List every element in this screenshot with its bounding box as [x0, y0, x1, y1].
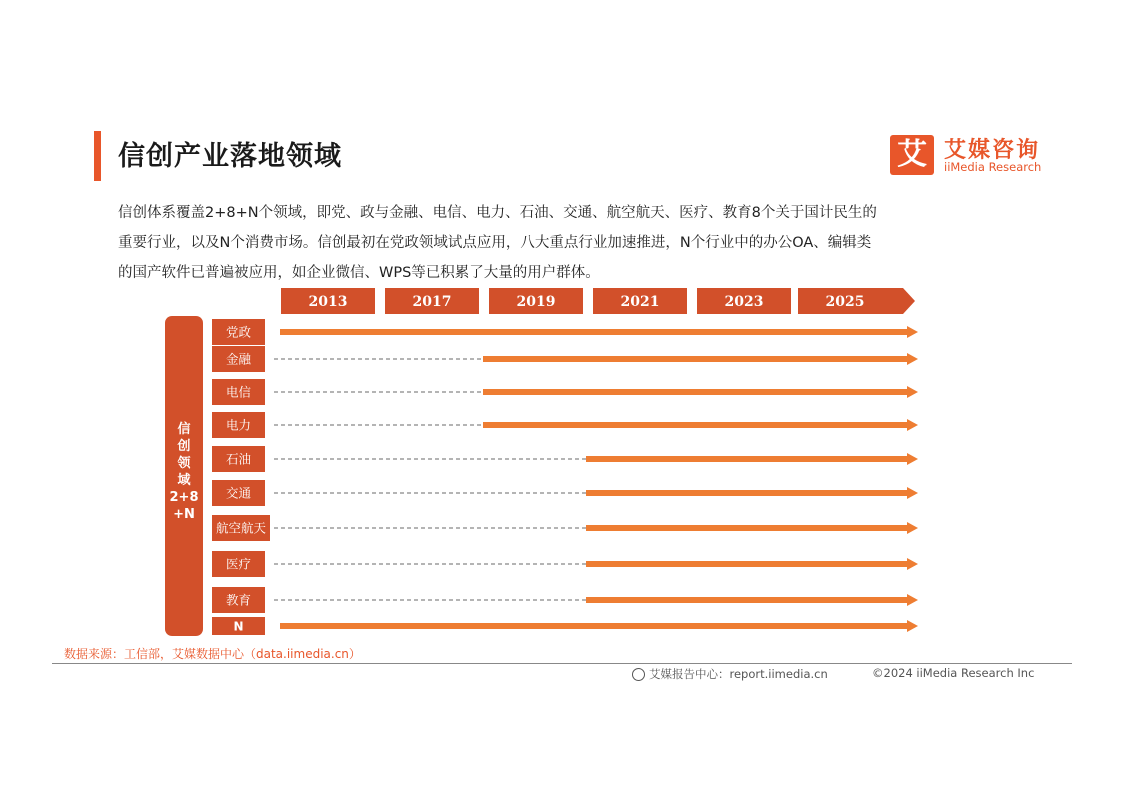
row-label: 金融: [225, 351, 252, 367]
arrow-head-icon: [907, 522, 918, 534]
row-label: 航空航天: [215, 520, 267, 536]
row-label: 教育: [225, 592, 252, 608]
intro-line: 的国产软件已普遍被应用，如企业微信、WPS等已积累了大量的用户群体。: [118, 265, 600, 281]
year-label: 2013: [308, 294, 348, 310]
group-label-text: 信: [177, 422, 191, 437]
adoption-bar: [280, 329, 908, 335]
row-label: 电信: [225, 384, 252, 400]
row-label: 石油: [225, 451, 252, 467]
logo-english-name: iiMedia Research: [944, 160, 1042, 174]
report-center-link: [632, 666, 828, 682]
arrow-head-icon: [907, 594, 918, 606]
row-label: 医疗: [225, 556, 252, 572]
data-source-note: 数据来源：工信部，艾媒数据中心（data.iimedia.cn）: [64, 647, 361, 661]
adoption-bar: [586, 490, 908, 496]
row-label: 交通: [225, 485, 252, 501]
group-label-text: 创: [177, 439, 191, 454]
arrow-head-icon: [907, 558, 918, 570]
adoption-bar: [586, 456, 908, 462]
adoption-bar: [586, 561, 908, 567]
year-label: 2021: [620, 294, 660, 310]
group-label-text: 2+8: [169, 490, 199, 505]
year-label: 2019: [516, 294, 556, 310]
year-label: 2023: [724, 294, 764, 310]
logo-mark-icon: 艾: [890, 135, 934, 175]
arrow-head-icon: [907, 620, 918, 632]
arrow-head-icon: [907, 453, 918, 465]
arrow-head-icon: [907, 386, 918, 398]
row-label: 电力: [225, 417, 252, 433]
globe-icon: [632, 668, 645, 681]
group-label-text: 领: [177, 456, 191, 471]
copyright: ©2024 iiMedia Research Inc: [872, 666, 1035, 680]
arrow-head-icon: [907, 353, 918, 365]
arrow-head-icon: [907, 326, 918, 338]
group-label-text: 域: [177, 473, 191, 488]
logo-chinese-name: 艾媒咨询: [944, 138, 1041, 163]
intro-line: 信创体系覆盖2+8+N个领域，即党、政与金融、电信、电力、石油、交通、航空航天、医疗、教育8个关于国计民生的: [118, 205, 877, 221]
page-title: 信创产业落地领域: [118, 141, 342, 172]
intro-line: 重要行业，以及N个消费市场。信创最初在党政领域试点应用，八大重点行业加速推进，N个行业中的办公OA、编辑类: [118, 235, 872, 251]
footer-divider: [52, 663, 1072, 664]
group-label-text: +N: [173, 507, 195, 522]
year-label: 2025: [825, 294, 865, 310]
year-label: 2017: [412, 294, 452, 310]
adoption-bar: [280, 623, 908, 629]
adoption-bar: [586, 525, 908, 531]
arrow-head-icon: [907, 487, 918, 499]
adoption-bar: [483, 389, 908, 395]
row-label: N: [233, 619, 244, 634]
adoption-bar: [483, 422, 908, 428]
adoption-bar: [586, 597, 908, 603]
row-label: 党政: [225, 324, 252, 340]
report-center-text: 艾媒报告中心：report.iimedia.cn: [649, 667, 828, 681]
arrow-head-icon: [907, 419, 918, 431]
adoption-bar: [483, 356, 908, 362]
